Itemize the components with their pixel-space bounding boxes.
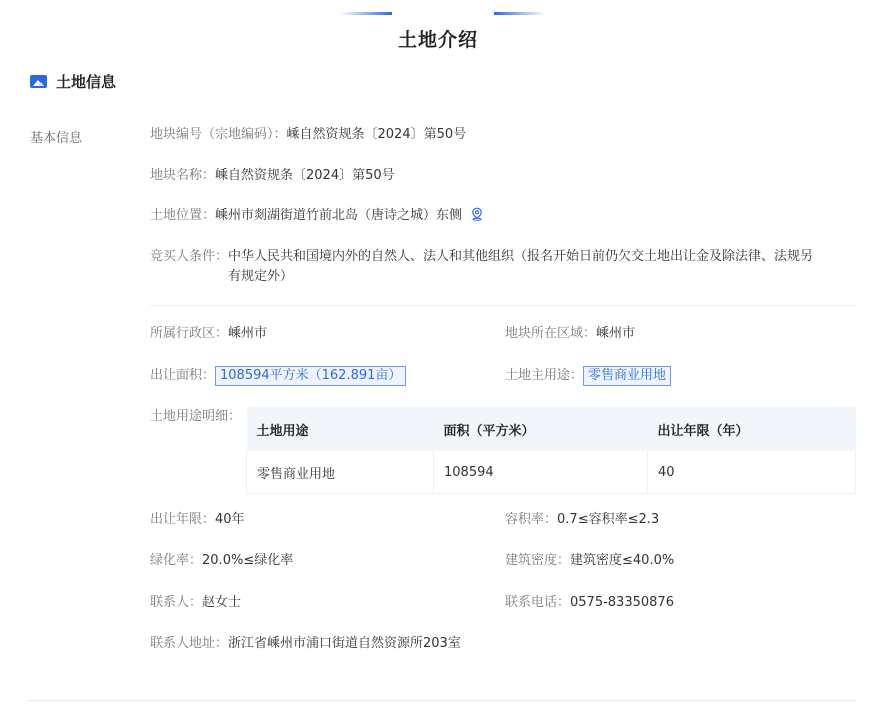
area-region-value: 嵊州市: [596, 326, 636, 341]
address-value: 浙江省嵊州市浦口街道自然资源所203室: [228, 636, 461, 651]
phone-value: 0575-83350876: [570, 595, 674, 610]
parcel-name-label: 地块名称：: [150, 168, 216, 183]
bidder-value-line1: 中华人民共和国境内外的自然人、法人和其他组织（报名开始日前仍欠交土地出让金及除法律、法规另: [228, 249, 814, 264]
location-value: 嵊州市剡湖街道竹前北岛（唐诗之城）东侧: [215, 208, 463, 223]
phone-label: 联系电话：: [505, 595, 571, 610]
parcel-name-row: [150, 166, 395, 186]
address-row: [150, 634, 461, 654]
parcel-name-value: 嵊自然资规条〔2024〕第50号: [215, 168, 395, 183]
density-row: [505, 551, 674, 571]
term-row: [150, 510, 245, 530]
land-use-table: [246, 407, 856, 494]
district-label: 所属行政区：: [150, 326, 229, 341]
table-header-use: 土地用途: [247, 407, 434, 451]
bidder-row: [150, 247, 860, 287]
transfer-area-row: [150, 366, 406, 386]
basic-info-label: 基本信息: [30, 131, 83, 146]
far-label: 容积率：: [505, 512, 558, 527]
phone-row: [505, 593, 674, 613]
bidder-value-line2: 有规定外）: [228, 269, 294, 284]
contact-value: 赵女士: [202, 595, 242, 610]
table-header-area: 面积（平方米）: [434, 407, 648, 451]
district-row: [150, 324, 267, 344]
main-use-label: 土地主用途：: [505, 368, 584, 383]
table-cell-term: 40: [648, 451, 856, 494]
bidder-label: 竞买人条件：: [150, 249, 229, 264]
term-value: 40年: [215, 512, 245, 527]
bottom-divider: [28, 700, 856, 701]
far-value: 0.7≤容积率≤2.3: [557, 512, 660, 527]
table-header-row: [247, 407, 856, 451]
density-value: 建筑密度≤40.0%: [570, 553, 675, 568]
main-use-tag: 零售商业用地: [583, 366, 671, 386]
transfer-area-label: 出让面积：: [150, 368, 216, 383]
area-region-label: 地块所在区域：: [505, 326, 597, 341]
address-label: 联系人地址：: [150, 636, 229, 651]
green-label: 绿化率：: [150, 553, 203, 568]
green-value: 20.0%≤绿化率: [202, 553, 294, 568]
main-use-row: [505, 366, 671, 386]
use-detail-label-row: [150, 407, 241, 427]
density-label: 建筑密度：: [505, 553, 571, 568]
green-row: [150, 551, 293, 571]
far-row: [505, 510, 659, 530]
parcel-no-row: [150, 125, 466, 145]
area-region-row: [505, 324, 635, 344]
transfer-area-tag: 108594平方米（162.891亩）: [215, 366, 406, 386]
title-right-line: [494, 12, 546, 15]
section-title: [30, 71, 116, 91]
location-label: 土地位置：: [150, 208, 216, 223]
use-detail-label: 土地用途明细：: [150, 409, 242, 424]
location-row: [150, 206, 484, 226]
table-cell-use: 零售商业用地: [247, 451, 434, 494]
section-title-text: 土地信息: [56, 72, 117, 91]
table-row: [247, 451, 856, 494]
page-title: 土地介绍: [397, 29, 478, 51]
parcel-no-label: 地块编号（宗地编码）：: [150, 127, 287, 142]
map-pin-icon[interactable]: [470, 207, 484, 221]
district-value: 嵊州市: [228, 326, 268, 341]
section-divider: [150, 305, 856, 306]
table-header-term: 出让年限（年）: [648, 407, 856, 451]
parcel-no-value: 嵊自然资规条〔2024〕第50号: [286, 127, 467, 142]
term-label: 出让年限：: [150, 512, 216, 527]
title-left-line: [340, 12, 392, 15]
contact-label: 联系人：: [150, 595, 203, 610]
table-cell-area: 108594: [434, 451, 648, 494]
image-icon: [30, 75, 47, 88]
contact-row: [150, 593, 241, 613]
